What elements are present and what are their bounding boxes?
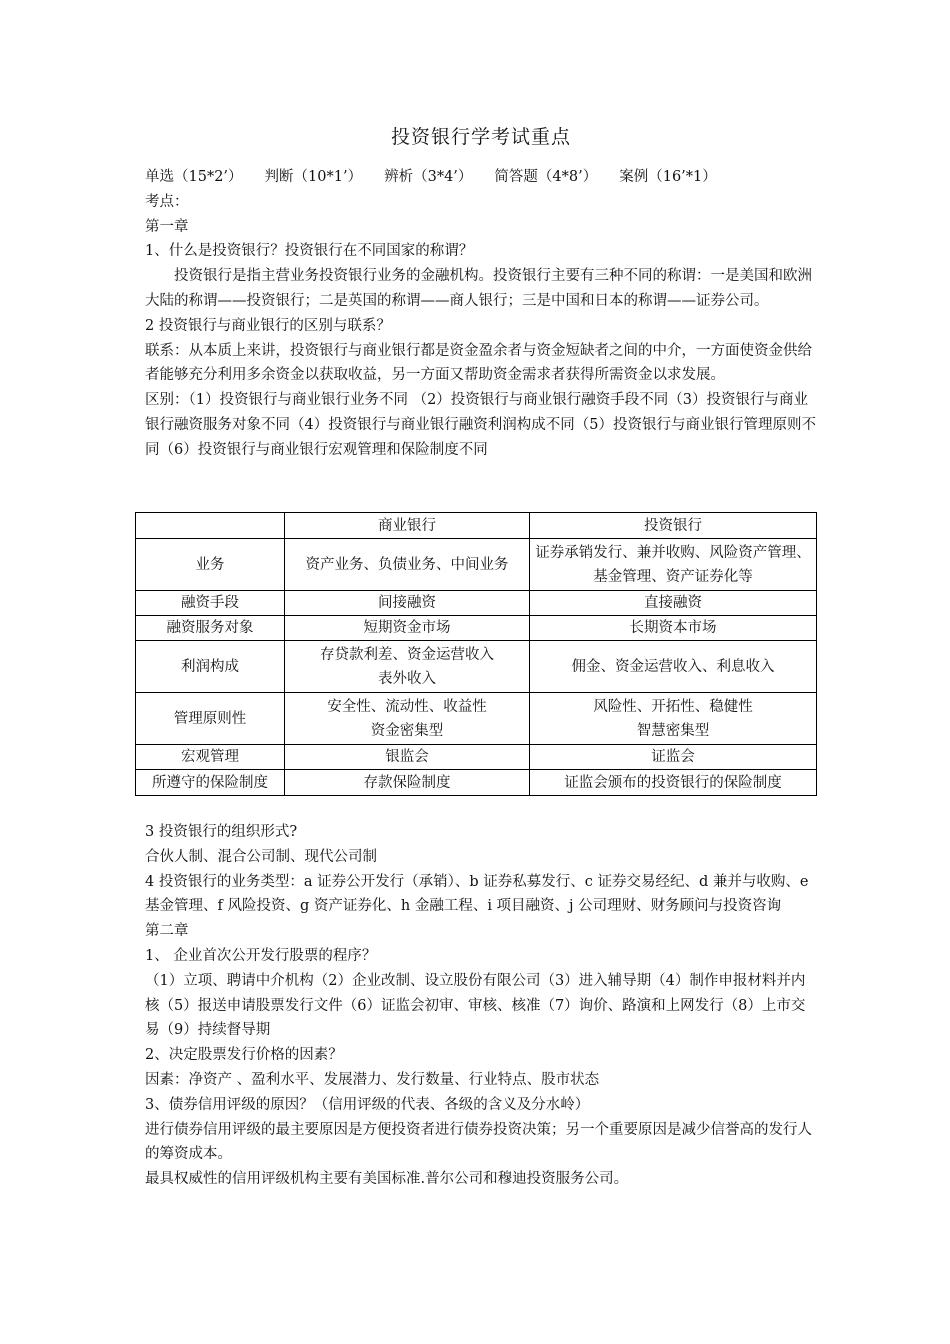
chapter-2-heading: 第二章 xyxy=(145,923,189,940)
question-2: 2 投资银行与商业银行的区别与联系？ xyxy=(145,317,391,334)
question-7: 3、债券信用评级的原因？（信用评级的代表、各级的含义及分水岭） xyxy=(145,1096,590,1113)
table-cell-line: 表外收入 xyxy=(378,670,436,687)
table-row xyxy=(136,591,817,616)
table-cell-line: 资金密集型 xyxy=(370,722,444,739)
table-cell: 融资服务对象 xyxy=(136,616,285,641)
table-cell xyxy=(285,641,530,693)
table-cell: 管理原则性 xyxy=(136,693,285,745)
table-cell: 利润构成 xyxy=(136,641,285,693)
table-cell: 银监会 xyxy=(285,745,530,770)
question-1: 1、什么是投资银行？投资银行在不同国家的称谓？ xyxy=(145,243,474,260)
answer-5: （1）立项、聘请中介机构（2）企业改制、设立股份有限公司（3）进入辅导期（4）制作申报材料并内核（5）报送申请股票发行文件（6）证监会初审、审核、核准（7）询价、路演和上网发行（8）上市交易（9）持续督导期 xyxy=(145,972,806,1039)
answer-1: 投资银行是指主营业务投资银行业务的金融机构。投资银行主要有三种不同的称谓：一是美国和欧洲大陆的称谓——投资银行；二是英国的称谓——商人银行；三是中国和日本的称谓——证券公司。 xyxy=(145,268,812,309)
question-5: 1、 企业首次公开发行股票的程序？ xyxy=(145,947,377,964)
table-cell xyxy=(285,693,530,745)
table-cell-line: 智慧密集型 xyxy=(636,722,710,739)
table-header-row xyxy=(136,513,817,539)
score-item: 案例（16’*1） xyxy=(619,169,717,185)
table-cell: 证监会 xyxy=(530,745,817,770)
answer-8: 最具权威性的信用评级机构主要有美国标准.普尔公司和穆迪投资服务公司。 xyxy=(145,1171,629,1188)
score-distribution xyxy=(145,165,817,190)
score-item: 辨析（3*4’） xyxy=(384,169,473,185)
table-cell: 直接融资 xyxy=(530,591,817,616)
answer-7: 进行债券信用评级的最主要原因是方便投资者进行债券投资决策；另一个重要原因是减少信誉高的发行人的筹资成本。 xyxy=(145,1121,812,1163)
comparison-table xyxy=(135,512,817,796)
answer-2-link: 联系：从本质上来讲，投资银行与商业银行都是资金盈余者与资金短缺者之间的中介，一方面使资金供给者能够充分利用多余资金以获取收益，另一方面又帮助资金需求者获得所需资金以求发展。 xyxy=(145,342,812,384)
section-header xyxy=(145,165,817,463)
page-title: 投资银行学考试重点 xyxy=(390,126,571,148)
table-cell: 证券承销发行、兼并收购、风险资产管理、基金管理、资产证券化等 xyxy=(530,539,817,591)
question-6: 2、决定股票发行价格的因素？ xyxy=(145,1047,343,1064)
score-item: 简答题（4*8’） xyxy=(494,169,598,185)
table-row xyxy=(136,539,817,591)
table-cell-line: 安全性、流动性、收益性 xyxy=(327,698,487,715)
table-cell: 短期资金市场 xyxy=(285,616,530,641)
table-row xyxy=(136,616,817,641)
table-row xyxy=(136,770,817,796)
table-cell: 所遵守的保险制度 xyxy=(136,770,285,796)
table-row xyxy=(136,641,817,693)
section-lower xyxy=(145,820,817,1192)
chapter-1-heading: 第一章 xyxy=(145,218,189,235)
table-row xyxy=(136,693,817,745)
table-header-cell: 商业银行 xyxy=(285,513,530,539)
table-cell: 长期资本市场 xyxy=(530,616,817,641)
kaodian-label: 考点： xyxy=(145,193,189,210)
answer-2-diff: 区别：（1）投资银行与商业银行业务不同 （2）投资银行与商业银行融资手段不同（3）投资银行与商业银行融资服务对象不同（4）投资银行与商业银行融资利润构成不同（5）投资银行与商业银行管理原则不同（6）投资银行与商业银行宏观管理和保险制度不同 xyxy=(145,392,816,458)
table-cell: 宏观管理 xyxy=(136,745,285,770)
score-item: 判断（10*1’） xyxy=(264,169,363,185)
table-cell: 证监会颁布的投资银行的保险制度 xyxy=(530,770,817,796)
table-cell-line: 风险性、开拓性、稳健性 xyxy=(593,698,753,715)
table-cell: 资产业务、负债业务、中间业务 xyxy=(285,539,530,591)
question-3: 3 投资银行的组织形式? xyxy=(145,824,298,840)
table-cell: 存款保险制度 xyxy=(285,770,530,796)
table-row xyxy=(136,745,817,770)
table-cell: 融资手段 xyxy=(136,591,285,616)
table-header-cell: 投资银行 xyxy=(530,513,817,539)
question-4: 4 投资银行的业务类型：a 证券公开发行（承销）、b 证券私募发行、c 证券交易经纪、d 兼并与收购、e 基金管理、f 风险投资、g 资产证券化、h 金融工程、i 项目融资、j 公司理财、财务顾问与投资咨询 xyxy=(145,873,809,915)
table-cell xyxy=(530,693,817,745)
table-header-cell xyxy=(136,513,285,539)
table-cell: 业务 xyxy=(136,539,285,591)
score-item: 单选（15*2’） xyxy=(145,169,243,185)
table-cell-line: 存贷款利差、资金运营收入 xyxy=(320,646,494,663)
table-cell: 佣金、资金运营收入、利息收入 xyxy=(530,641,817,693)
answer-3: 合伙人制、混合公司制、现代公司制 xyxy=(145,848,377,865)
answer-6: 因素：净资产 、盈利水平、发展潜力、发行数量、行业特点、股市状态 xyxy=(145,1071,600,1088)
table-cell: 间接融资 xyxy=(285,591,530,616)
